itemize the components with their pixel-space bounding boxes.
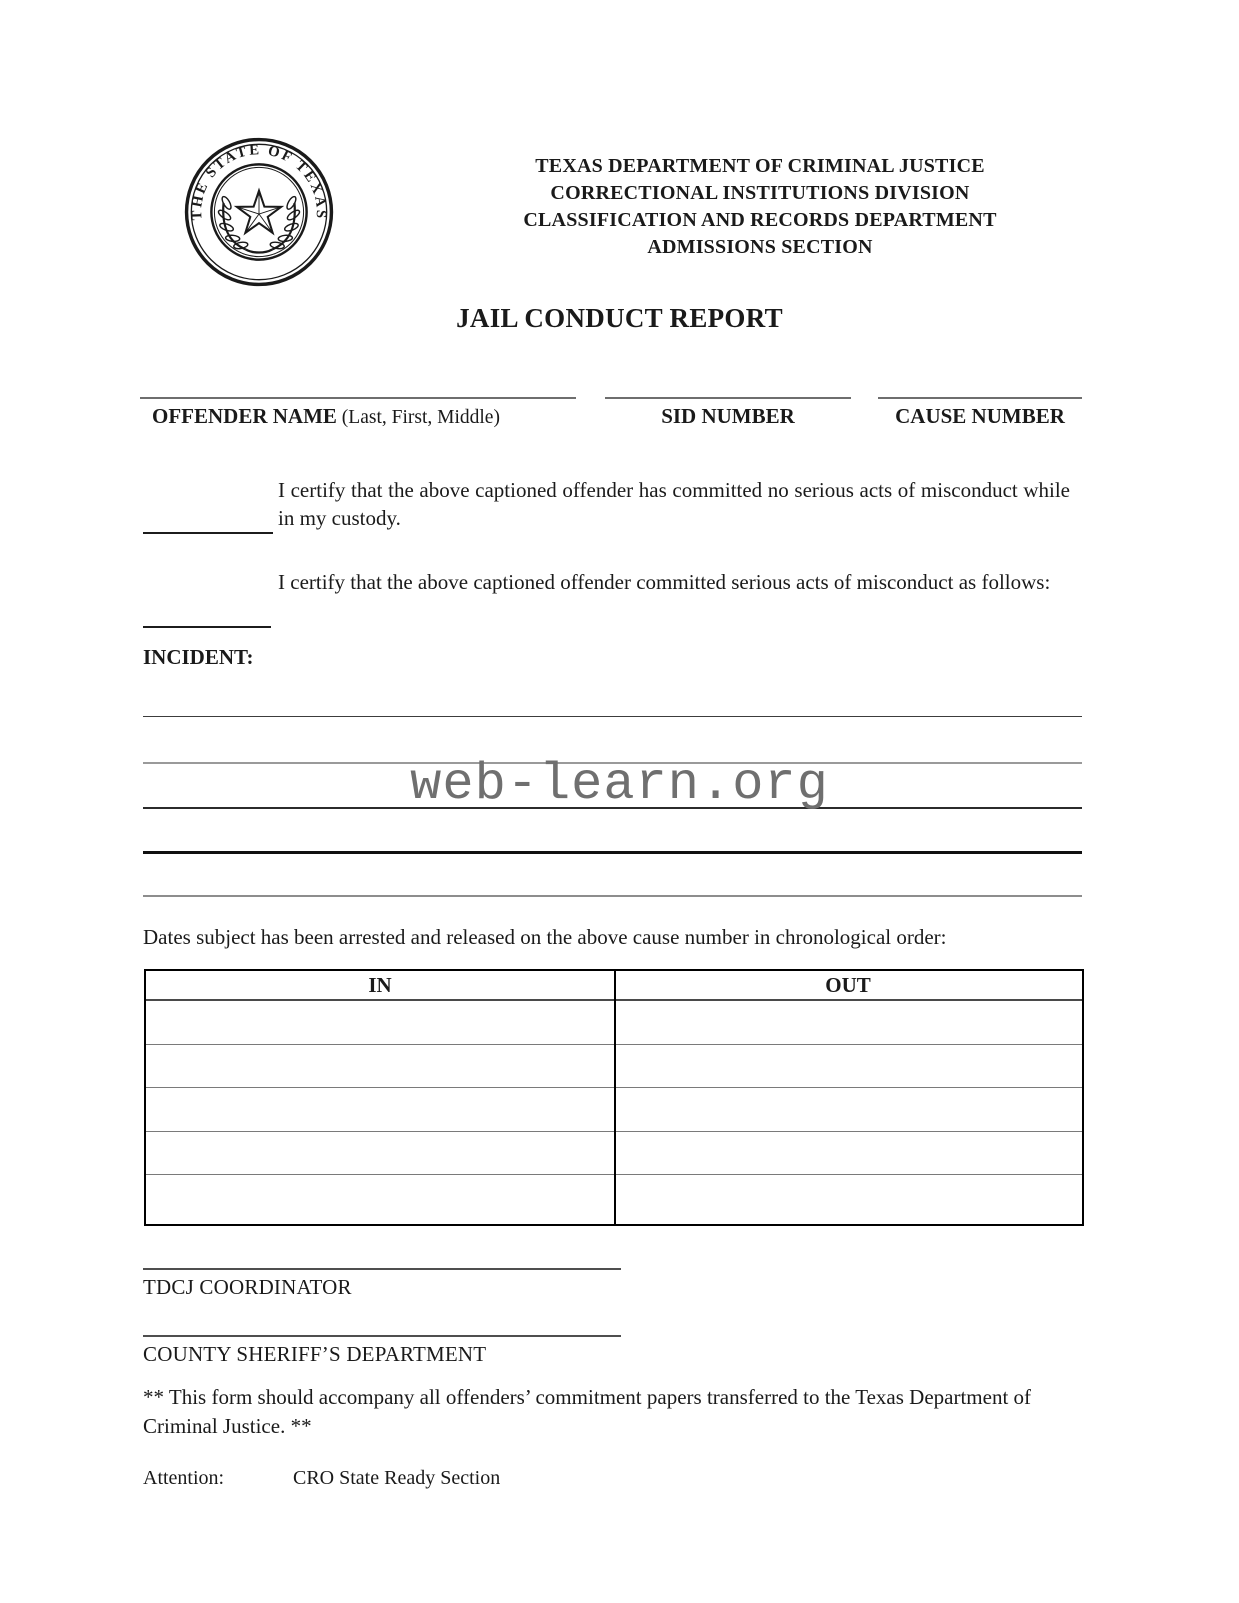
attention-label: Attention: [143,1467,225,1489]
certification-no-misconduct-signature-line [143,532,273,534]
table-cell-out [614,1045,1082,1088]
table-header-out: OUT [825,973,871,997]
table-cell-out [614,1088,1082,1131]
seal-star [237,191,281,233]
offender-name-label [152,404,500,429]
incident-write-in-line-4 [143,851,1082,854]
texas-state-seal [183,136,335,288]
seal-arc-text: THE STATE OF TEXAS [189,142,329,221]
agency-line-3: CLASSIFICATION AND RECORDS DEPARTMENT [523,209,997,231]
table-cell-in [146,1001,614,1044]
document-title: JAIL CONDUCT REPORT [456,303,783,333]
certification-no-misconduct-text: I certify that the above captioned offender has committed no serious acts of misconduct while in my custody. [278,478,1070,530]
table-cell-in [146,1045,614,1088]
offender-name-label-note: (Last, First, Middle) [336,407,500,428]
table-cell-in [146,1132,614,1175]
offender-name-field-line [140,397,576,399]
table-cell-in [146,1175,614,1218]
watermark-text: web-learn.org [410,755,829,814]
county-sheriff-signature-line [143,1335,621,1337]
certification-misconduct-text: I certify that the above captioned offender committed serious acts of misconduct as follows: [278,570,1051,594]
county-sheriff-label: COUNTY SHERIFF’S DEPARTMENT [143,1342,487,1366]
dates-caption: Dates subject has been arrested and released on the above cause number in chronological order: [143,925,947,949]
incident-write-in-line-5 [143,895,1082,897]
incident-write-in-line-1 [143,716,1082,717]
table-cell-out [614,1175,1082,1218]
agency-line-1: TEXAS DEPARTMENT OF CRIMINAL JUSTICE [535,155,985,177]
sid-number-field-line [605,397,851,399]
certification-misconduct-signature-line [143,626,271,628]
tdcj-coordinator-label: TDCJ COORDINATOR [143,1275,352,1299]
attention-value: CRO State Ready Section [293,1467,501,1489]
table-cell-out [614,1132,1082,1175]
tdcj-coordinator-signature-line [143,1268,621,1270]
incident-label: INCIDENT: [143,645,254,669]
offender-name-label-bold: OFFENDER NAME [152,404,337,428]
transfer-note: ** This form should accompany all offenders’ commitment papers transferred to the Texas Department of Criminal Justice. ** [143,1385,1032,1438]
agency-line-2: CORRECTIONAL INSTITUTIONS DIVISION [550,182,970,204]
table-column-divider [614,971,616,1224]
table-header-in: IN [368,973,392,997]
arrest-release-dates-table [144,969,1084,1226]
cause-number-field-line [878,397,1082,399]
texas-state-seal-graphic [183,136,335,288]
cause-number-label: CAUSE NUMBER [895,404,1065,428]
sid-number-label: SID NUMBER [661,404,795,428]
agency-line-4: ADMISSIONS SECTION [647,236,873,258]
agency-heading [400,153,1120,261]
table-cell-out [614,1001,1082,1044]
table-cell-in [146,1088,614,1131]
